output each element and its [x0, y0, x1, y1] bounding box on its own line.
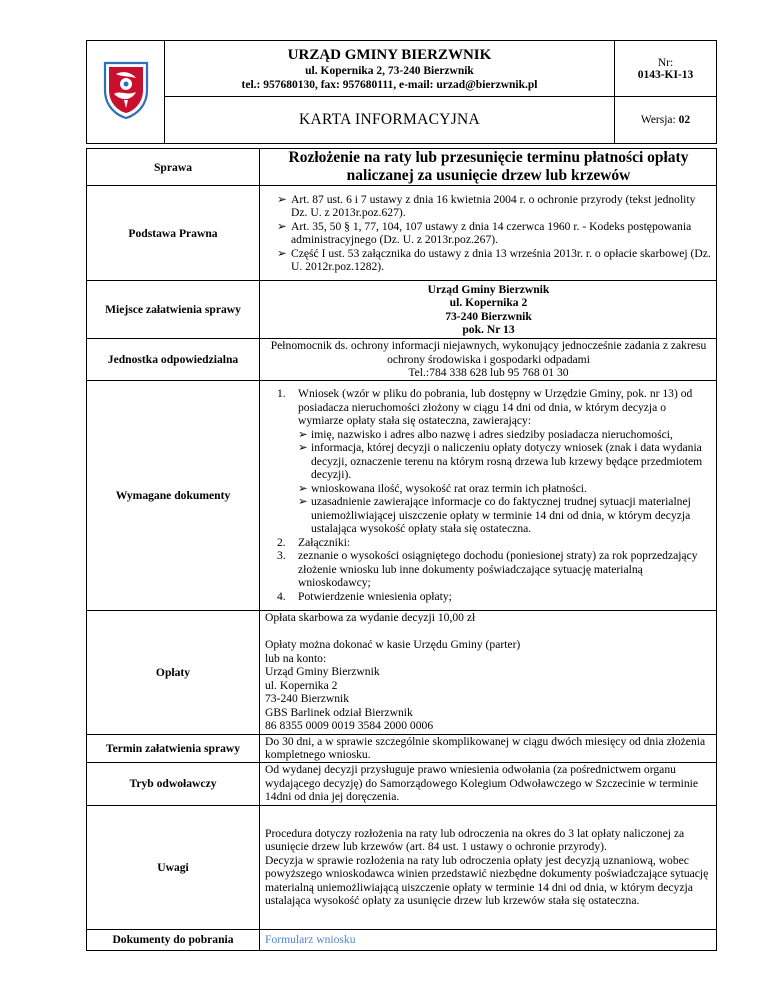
version-cell [615, 97, 717, 144]
arrowhead-bullet-icon: ➢ [298, 427, 308, 441]
office-name: URZĄD GMINY BIERZWNIK [287, 46, 492, 63]
case-title: Rozłożenie na raty lub przesunięcie terminu płatności opłaty naliczanej za usunięcie drzew lub krzewów [260, 149, 717, 186]
legal-basis-item: ➢ Art. 35, 50 § 1, 77, 104, 107 ustawy z dnia 14 czerwca 1960 r. - Kodeks postępowania administracyjnego (Dz. U. z 2013r.poz.267). [277, 219, 692, 246]
downloads [260, 929, 717, 950]
doc-subitem: ➢ imię, nazwisko i adres albo nazwę i adres siedziby posiadacza nieruchomości, [298, 427, 673, 441]
doc-item: 2. Załączniki: [277, 535, 351, 549]
office-contact: tel.: 957680130, fax: 957680111, e-mail: urzad@bierzwnik.pl [241, 78, 538, 91]
unit-phone: Tel.:784 338 628 lub 95 768 01 30 [408, 366, 569, 379]
header-table [86, 40, 717, 144]
label-tryb: Tryb odwoławczy [87, 762, 260, 805]
label-sprawa: Sprawa [87, 149, 260, 186]
office-info [165, 41, 615, 97]
number-cell [615, 41, 717, 97]
appeal-procedure: Od wydanej decyzji przysługuje prawo wniesienia odwołania (za pośrednictwem organu wydającego decyzję) do Samorządowego Kolegium Odwoławczego w Szczecinie w terminie 14dni od dnia jej doręczenia. [260, 762, 717, 805]
doc-subitem: ➢ informacja, której decyzji o naliczeniu opłaty dotyczy wniosek (znak i data wydania decyzji, oznaczenie terenu na którym rosną drzewa lub krzewy będące przedmiotem decyzji). [298, 441, 703, 481]
arrowhead-bullet-icon: ➢ [277, 219, 287, 233]
legal-basis-item: ➢ Art. 87 ust. 6 i 7 ustawy z dnia 16 kwietnia 2004 r. o ochronie przyrody (tekst jednolity Dz. U. z 2013r.poz.627). [277, 192, 696, 219]
label-pobranie: Dokumenty do pobrania [87, 929, 260, 950]
label-podstawa: Podstawa Prawna [87, 186, 260, 281]
label-uwagi: Uwagi [87, 805, 260, 929]
coat-of-arms-icon [102, 60, 150, 120]
label-oplaty: Opłaty [87, 610, 260, 734]
processing-time: Do 30 dni, a w sprawie szczególnie skomplikowanej w ciągu dwóch miesięcy od dnia złożenia kompletnego wniosku. [260, 734, 717, 762]
doc-item: 3. zeznanie o wysokości osiągniętego dochodu (poniesionej straty) za rok poprzedzający złożenie wniosku lub inne dokumenty poświadczające sytuację materialną wnioskodawcy; [277, 549, 698, 589]
nr-value: 0143-KI-13 [637, 68, 694, 81]
fee-stamp-duty: Opłata skarbowa za wydanie decyzji 10,00 zł [265, 610, 476, 624]
row-dokumenty [87, 380, 717, 610]
label-miejsce: Miejsce załatwienia sprawy [87, 281, 260, 339]
place-of-service: Urząd Gminy Bierzwnik ul. Kopernika 2 73-240 Bierzwnik pok. Nr 13 [260, 281, 717, 339]
arrowhead-bullet-icon: ➢ [277, 192, 287, 206]
bank-account-number: 86 8355 0009 0019 3584 2000 0006 [265, 719, 434, 732]
arrowhead-bullet-icon: ➢ [298, 441, 308, 454]
info-table [86, 148, 717, 951]
row-pobranie [87, 929, 717, 950]
arrowhead-bullet-icon: ➢ [277, 246, 287, 260]
required-documents [260, 380, 717, 610]
arrowhead-bullet-icon: ➢ [298, 481, 308, 495]
doc-item: 1. Wniosek (wzór w pliku do pobrania, lub dostępny w Urzędzie Gminy, pok. nr 13) od posiadacza nieruchomości złożony w ciągu 14 dni od dnia, w którym decyzja o wymiarze opłaty stała się ostateczna, zawierający: [277, 387, 693, 427]
legal-basis [260, 186, 717, 281]
remarks: Procedura dotyczy rozłożenia na raty lub odroczenia na okres do 3 lat opłaty naliczonej za usunięcie drzew lub krzewów (art. 84 ust. 1 ustawy o ochronie przyrody). Decyzja w sprawie rozłożenia na raty lub odroczenia opłaty jest decyzją uznaniową, wobec powyższego wnioskodawca winien przedstawić niezbędne dokumenty poświadczające sytuację materialną uniemożliwiającą uiszczenie opłaty w terminie 14 dni od dnia, w którym decyzja ustalająca wysokość opłaty za usunięcie drzew lub krzewów stała się ostateczna. [260, 805, 717, 929]
version-label: Wersja: [640, 114, 676, 126]
row-jednostka [87, 339, 717, 381]
label-jednostka: Jednostka odpowiedzialna [87, 339, 260, 381]
logo-cell [87, 41, 165, 144]
doc-subitem: ➢ wnioskowana ilość, wysokość rat oraz termin ich płatności. [298, 481, 587, 495]
office-address: ul. Kopernika 2, 73-240 Bierzwnik [305, 64, 474, 77]
legal-basis-item: ➢ Część I ust. 53 załącznika do ustawy z dnia 13 września 2013r. r. o opłacie skarbowej (Dz. U. 2012r.poz.1282). [277, 246, 711, 273]
row-oplaty [87, 610, 717, 734]
responsible-unit: Pełnomocnik ds. ochrony informacji niejawnych, wykonujący jednocześnie zadania z zakresu ochrony środowiska i gospodarki odpadami Tel.:784 338 628 lub 95 768 01 30 [260, 339, 717, 381]
doc-item: 4. Potwierdzenie wniesienia opłaty; [277, 589, 452, 603]
label-termin: Termin załatwienia sprawy [87, 734, 260, 762]
doc-subitem: ➢ uzasadnienie zawierające informacje co do faktycznej trudnej sytuacji materialnej uniemożliwiającej uiszczenie opłaty w terminie 14 dni od dnia, w którym decyzja ustalająca wysokość opłaty stała się ostateczna. [298, 495, 691, 535]
row-tryb [87, 762, 717, 805]
label-dokumenty: Wymagane dokumenty [87, 380, 260, 610]
row-termin [87, 734, 717, 762]
row-miejsce [87, 281, 717, 339]
card-title: KARTA INFORMACYJNA [165, 97, 615, 144]
row-uwagi [87, 805, 717, 929]
arrowhead-bullet-icon: ➢ [298, 495, 308, 508]
fees: Opłata skarbowa za wydanie decyzji 10,00 zł Opłaty można dokonać w kasie Urzędu Gminy (parter) lub na konto: Urząd Gminy Bierzwnik ul. Kopernika 2 73-240 Bierzwnik GBS Barlinek odział Bierzwnik 86 8355 0009 0019 3584 2000 0006 [260, 610, 717, 734]
version-value: 02 [678, 114, 691, 126]
application-form-link[interactable]: Formularz wniosku [265, 932, 356, 946]
row-sprawa [87, 149, 717, 186]
nr-label: Nr: [657, 56, 674, 69]
row-podstawa [87, 186, 717, 281]
